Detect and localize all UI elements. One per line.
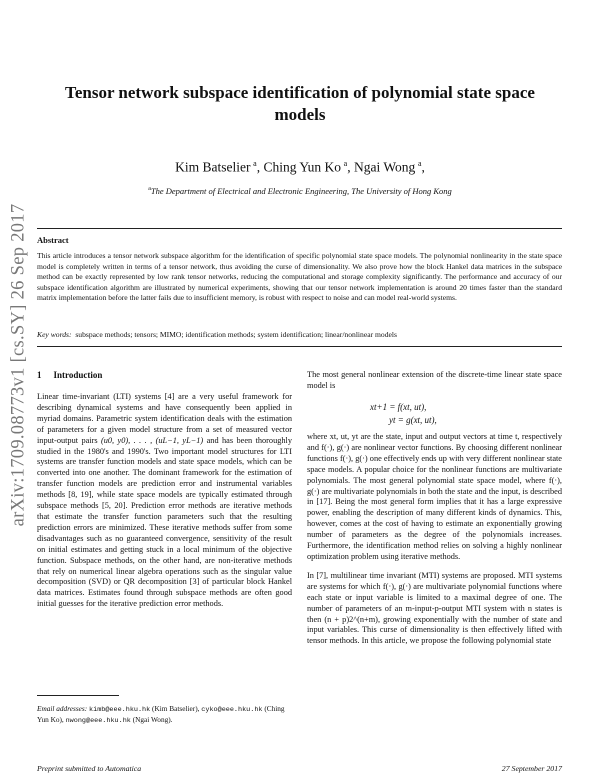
arxiv-identifier: arXiv:1709.08773v1 [cs.SY] 26 Sep 2017 [8,203,29,527]
footer-journal: Preprint submitted to Automatica [37,764,142,773]
paragraph: where xt, ut, yt are the state, input and output vectors at time t, respectively and f(·), g(·) are nonlinear vector functions. By choosing different nonlinear functions f(·), g(·) one effectively ends up with very different nonlinear state space models. A popular choice for the nonlinear functions are multivariate polynomials. The most general polynomial state space model, where f(·), g(·) are multivariate polynomials in both the state and the input, is described in [17]. Being the most general form implies that it has a large expressive power, enabling the description of many different kinds of dynamics. This, however, comes at the cost of having to estimate an exponentially growing number of parameters as the degree of the polynomials increases. Furthermore, the identification method relies on solving a highly nonlinear optimization problem using iterative methods. [307,432,562,561]
footer-date: 27 September 2017 [501,764,562,773]
left-column [37,392,292,610]
email-link[interactable]: kimb@eee.hku.hk [89,706,151,714]
paragraph: In [7], multilinear time invariant (MTI) systems are proposed. MTI systems are systems for which f(·), g(·) are multivariate polynomial functions where each state or input variable is limited to a maximal degree of one. The number of parameters of an m-input-p-output MTI system with n states is then (n + p)2^(n+m), growing exponentially with the number of state and input variables. This curse of dimensionality is then effectively lifted with tensor methods. In this article, we propose the following polynomial state [307,570,562,646]
affiliation: $^a$The Department of Electrical and Electronic Engineering, The University of Hong Kong [148,186,452,196]
author-name: Ngai Wong [353,159,416,175]
paragraph: The most general nonlinear extension of the discrete-time linear state space model is [307,370,562,390]
author-name: Kim Batselier [175,159,251,175]
email-link[interactable]: cyko@eee.hku.hk [201,706,263,714]
author-list: Kim Batselier $^a$, Ching Yun Ko $^a$, Ngai Wong $^a$, [175,159,425,175]
email-link[interactable]: nwong@eee.hku.hk [65,717,131,725]
affiliation-mark: a [343,159,348,168]
section-heading: 1 Introduction [37,370,103,380]
footnote: Email addresses: kimb@eee.hku.hk (Kim Batselier), cyko@eee.hku.hk (Ching Yun Ko), nwong@eee.hku.hk (Ngai Wong). [37,704,285,725]
footnote-rule [37,695,119,696]
author-name: Ching Yun Ko [263,159,341,175]
paragraph: Linear time-invariant (LTI) systems [4] are a very useful framework for describing dynamical systems and have consequently been applied in myriad domains. Parametric system identification deals with the estimation of parameters for a given model structure from a set of measured vector input-output pairs (u0, y0), . . . , (uL−1, yL−1) and has been thoroughly studied in the 1980's and 1990's. Two important model structures for LTI systems are transfer function models and state space models, which can be converted into one another. The dominant framework for the estimation of transfer function models are prediction error and instrumental variables methods [8, 19], while state space models are typically estimated through subspace methods [5, 20]. Prediction error methods are iterative methods that estimate the transfer function parameters such that the resulting prediction errors are minimized. These iterative methods suffer from some disadvantages such as no guaranteed convergence, sensitivity of the result on initial estimates and getting stuck in a local minimum of the objective function. Subspace methods, on the other hand, are non-iterative methods that rely on numerical linear algebra operations such as the singular value decomposition (SVD) or QR decomposition [3] of particular block Hankel data matrices. Estimates found through subspace methods are often good initial guesses for the iterative prediction error methods. [37,392,292,609]
state-space-equation: xt+1 = f(xt, ut), yt = g(xt, ut), [370,402,437,425]
right-column [307,370,562,392]
affiliation-mark: a [253,159,257,168]
right-column-body [307,432,562,647]
paper-title: Tensor network subspace identification of polynomial state space models [65,83,535,124]
affiliation-mark: a [417,159,422,168]
abstract-heading: Abstract [37,235,69,245]
abstract-text: This article introduces a tensor network subspace algorithm for the identification of specific polynomial state space models. The polynomial nonlinearity in the state space model is completely written in terms of a tensor network, thus avoiding the curse of dimensionality. We also prove how the block Hankel data matrices in the subspace method can be exactly represented by low rank tensor networks, reducing the computational and storage complexity significantly. The performance and accuracy of our subspace identification algorithm are illustrated by numerical experiments, showing that our tensor network implementation is around 20 times faster than the standard matrix implementation before the latter fails due to insufficient memory, is robust with respect to noise and can model real-world systems. [37,251,562,302]
abstract-bottom-rule [37,346,562,347]
abstract-top-rule [37,228,562,229]
keywords: Key words: subspace methods; tensors; MIMO; identification methods; system identification; linear/nonlinear models [37,330,397,339]
